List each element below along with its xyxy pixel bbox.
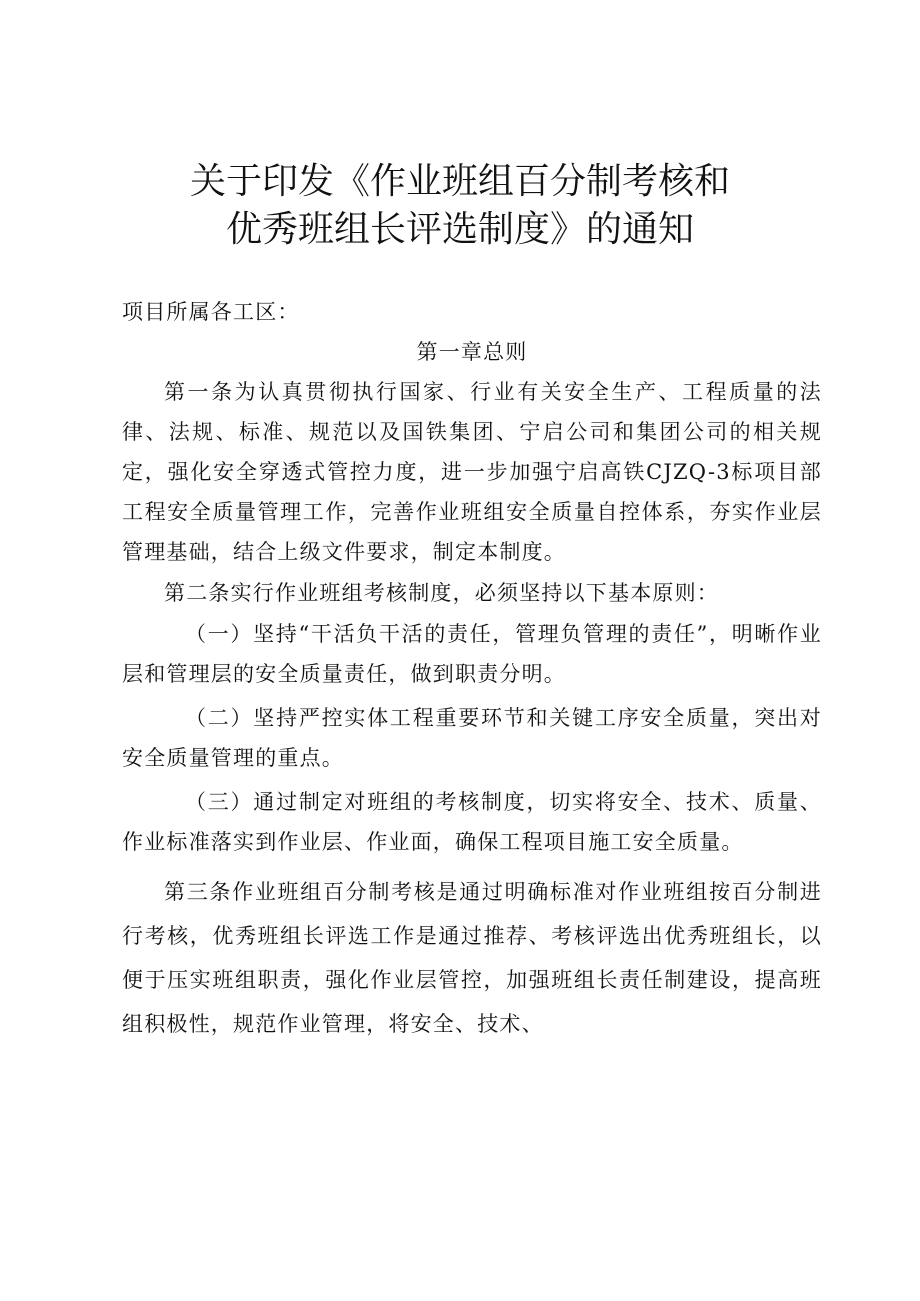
article-2-paragraph: 第二条实行作业班组考核制度，必须坚持以下基本原则： bbox=[164, 581, 719, 605]
chapter-heading: 第一章总则 bbox=[416, 340, 528, 364]
principle-1-paragraph: （一）坚持“干活负干活的责任，管理负管理的责任”，明晰作业层和管理层的安全质量责任，做到职责分明。 bbox=[122, 622, 822, 686]
addressee: 项目所属各工区： bbox=[122, 300, 300, 324]
document-title-line-1: 关于印发《作业班组百分制考核和 bbox=[189, 161, 730, 202]
article-3-paragraph: 第三条作业班组百分制考核是通过明确标准对作业班组按百分制进行考核，优秀班组长评选工作是通过推荐、考核评选出优秀班组长，以便于压实班组职责，强化作业层管控，加强班组长责任制建设，提高班组积极性，规范作业管理，将安全、技术、 bbox=[122, 880, 822, 1036]
document-body bbox=[122, 292, 822, 1047]
principle-3-paragraph: （三）通过制定对班组的考核制度，切实将安全、技术、质量、作业标准落实到作业层、作业面，确保工程项目施工安全质量。 bbox=[122, 790, 822, 854]
article-1-paragraph: 第一条为认真贯彻执行国家、行业有关安全生产、工程质量的法律、法规、标准、规范以及国铁集团、宁启公司和集团公司的相关规定，强化安全穿透式管控力度，进一步加强宁启高铁CJZQ-3标项目部工程安全质量管理工作，完善作业班组安全质量自控体系，夯实作业层管理基础，结合上级文件要求，制定本制度。 bbox=[122, 380, 822, 564]
principle-2-paragraph: （二）坚持严控实体工程重要环节和关键工序安全质量，突出对安全质量管理的重点。 bbox=[122, 706, 822, 770]
document-title bbox=[0, 158, 920, 254]
document-title-line-2: 优秀班组长评选制度》的通知 bbox=[225, 209, 694, 250]
